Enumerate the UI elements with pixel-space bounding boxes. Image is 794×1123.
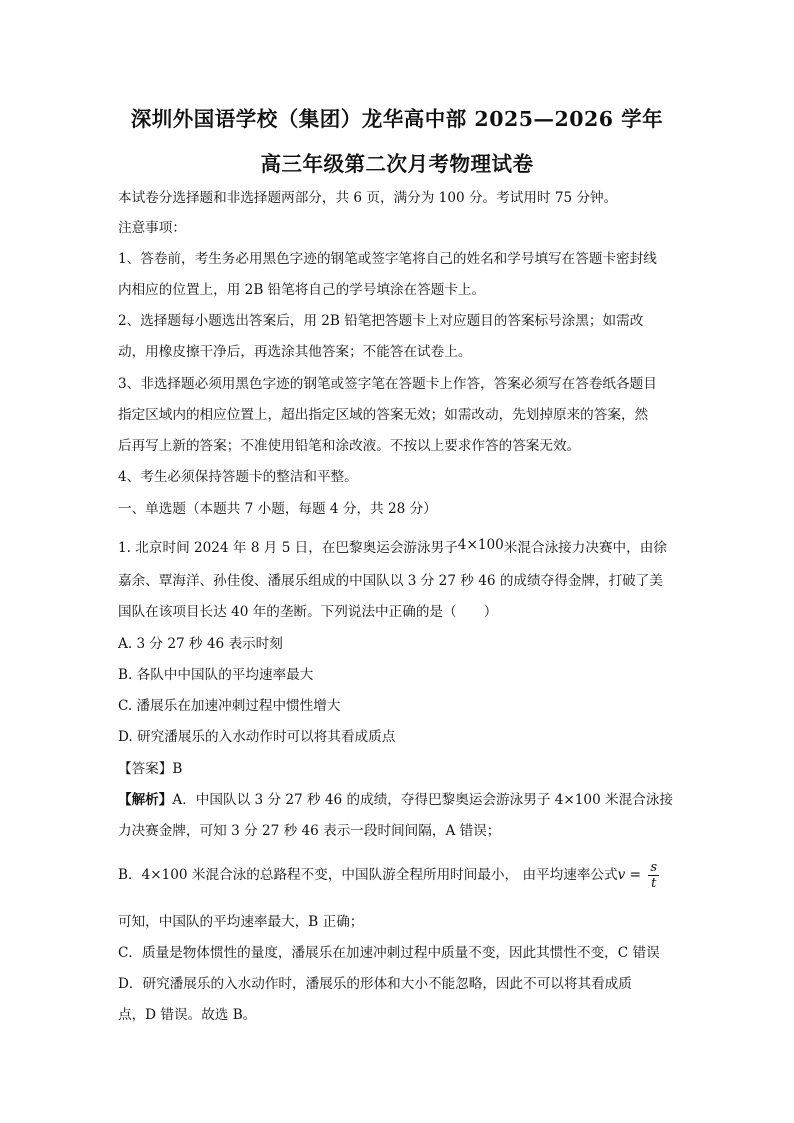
note-1-line1: 1、答卷前，考生务必用黑色字迹的钢笔或签字笔将自己的姓名和学号填写在答题卡密封线 (118, 251, 657, 267)
explanation-b-line2: 可知，中国队的平均速率最大，B 正确； (118, 914, 364, 930)
exam-title-line1: 深圳外国语学校（集团）龙华高中部 2025—2026 学年 (130, 107, 664, 131)
note-2-line2: 动，用橡皮擦干净后，再选涂其他答案；不能答在试卷上。 (118, 344, 472, 360)
explanation-b-line1 (118, 860, 659, 891)
question-1-text-a: 1. 北京时间 2024 年 8 月 5 日，在巴黎奥运会游泳男子 (118, 540, 458, 556)
section-heading: 一、单选题（本题共 7 小题，每题 4 分，共 28 分） (118, 501, 437, 517)
math-fraction (648, 860, 659, 891)
math-v: v (617, 867, 626, 883)
explanation-b-text: B．4×100 米混合泳的总路程不变，中国队游全程所用时间最小， 由平均速率公式 (118, 867, 618, 883)
answer-label: 【答案】B (118, 761, 183, 777)
exam-title-line2: 高三年级第二次月考物理试卷 (260, 152, 534, 176)
note-3-line1: 3、非选择题必须用黑色字迹的钢笔或签字笔在答题卡上作答，答案必须写在答卷纸各题目 (118, 376, 657, 392)
notes-heading: 注意事项： (118, 220, 186, 236)
question-1-text-b: 米混合泳接力决赛中，由徐 (503, 540, 667, 556)
option-c: C. 潘展乐在加速冲刺过程中惯性增大 (118, 698, 341, 714)
note-3-line2: 指定区域内的相应位置上，超出指定区域的答案无效；如需改动，先划掉原来的答案，然 (118, 407, 649, 423)
question-1-line3: 国队在该项目长达 40 年的垄断。下列说法中正确的是（ ） (118, 604, 498, 620)
explanation-d-line2: 点，D 错误。故选 B。 (118, 1007, 257, 1023)
fraction-denominator: t (651, 876, 657, 891)
note-4: 4、考生必须保持答题卡的整洁和平整。 (118, 469, 358, 485)
explanation-a-line1 (118, 791, 673, 809)
question-1-line2: 嘉余、覃海洋、孙佳俊、潘展乐组成的中国队以 3 分 27 秒 46 的成绩夺得金牌，打破了美 (118, 573, 663, 589)
explanation-a-text: A．中国队以 3 分 27 秒 46 的成绩，夺得巴黎奥运会游泳男子 4×100 米混合泳接 (172, 792, 674, 808)
math-4x100: 4×100 (457, 537, 504, 553)
question-1-line1 (118, 539, 667, 557)
explanation-d-line1: D．研究潘展乐的入水动作时，潘展乐的形体和大小不能忽略，因此不可以将其看成质 (118, 976, 632, 992)
math-equals: = (625, 867, 646, 883)
explanation-c: C．质量是物体惯性的量度，潘展乐在加速冲刺过程中质量不变，因此其惯性不变，C 错误 (118, 945, 660, 961)
note-3-line3: 后再写上新的答案；不准使用铅笔和涂改液。不按以上要求作答的答案无效。 (118, 438, 581, 454)
option-a: A. 3 分 27 秒 46 表示时刻 (118, 636, 283, 652)
note-2-line1: 2、选择题每小题选出答案后，用 2B 铅笔把答题卡上对应题目的答案标号涂黑；如需改 (118, 313, 644, 329)
note-1-line2: 内相应的位置上，用 2B 铅笔将自己的学号填涂在答题卡上。 (118, 282, 486, 298)
option-d: D. 研究潘展乐的入水动作时可以将其看成质点 (118, 729, 396, 745)
option-b: B. 各队中中国队的平均速率最大 (118, 667, 314, 683)
fraction-numerator: s (650, 860, 658, 875)
intro-text: 本试卷分选择题和非选择题两部分，共 6 页，满分为 100 分。考试用时 75 分钟。 (118, 190, 618, 206)
explanation-a-line2: 力决赛金牌，可知 3 分 27 秒 46 表示一段时间间隔，A 错误； (118, 823, 501, 839)
explanation-label: 【解析】 (118, 792, 173, 808)
